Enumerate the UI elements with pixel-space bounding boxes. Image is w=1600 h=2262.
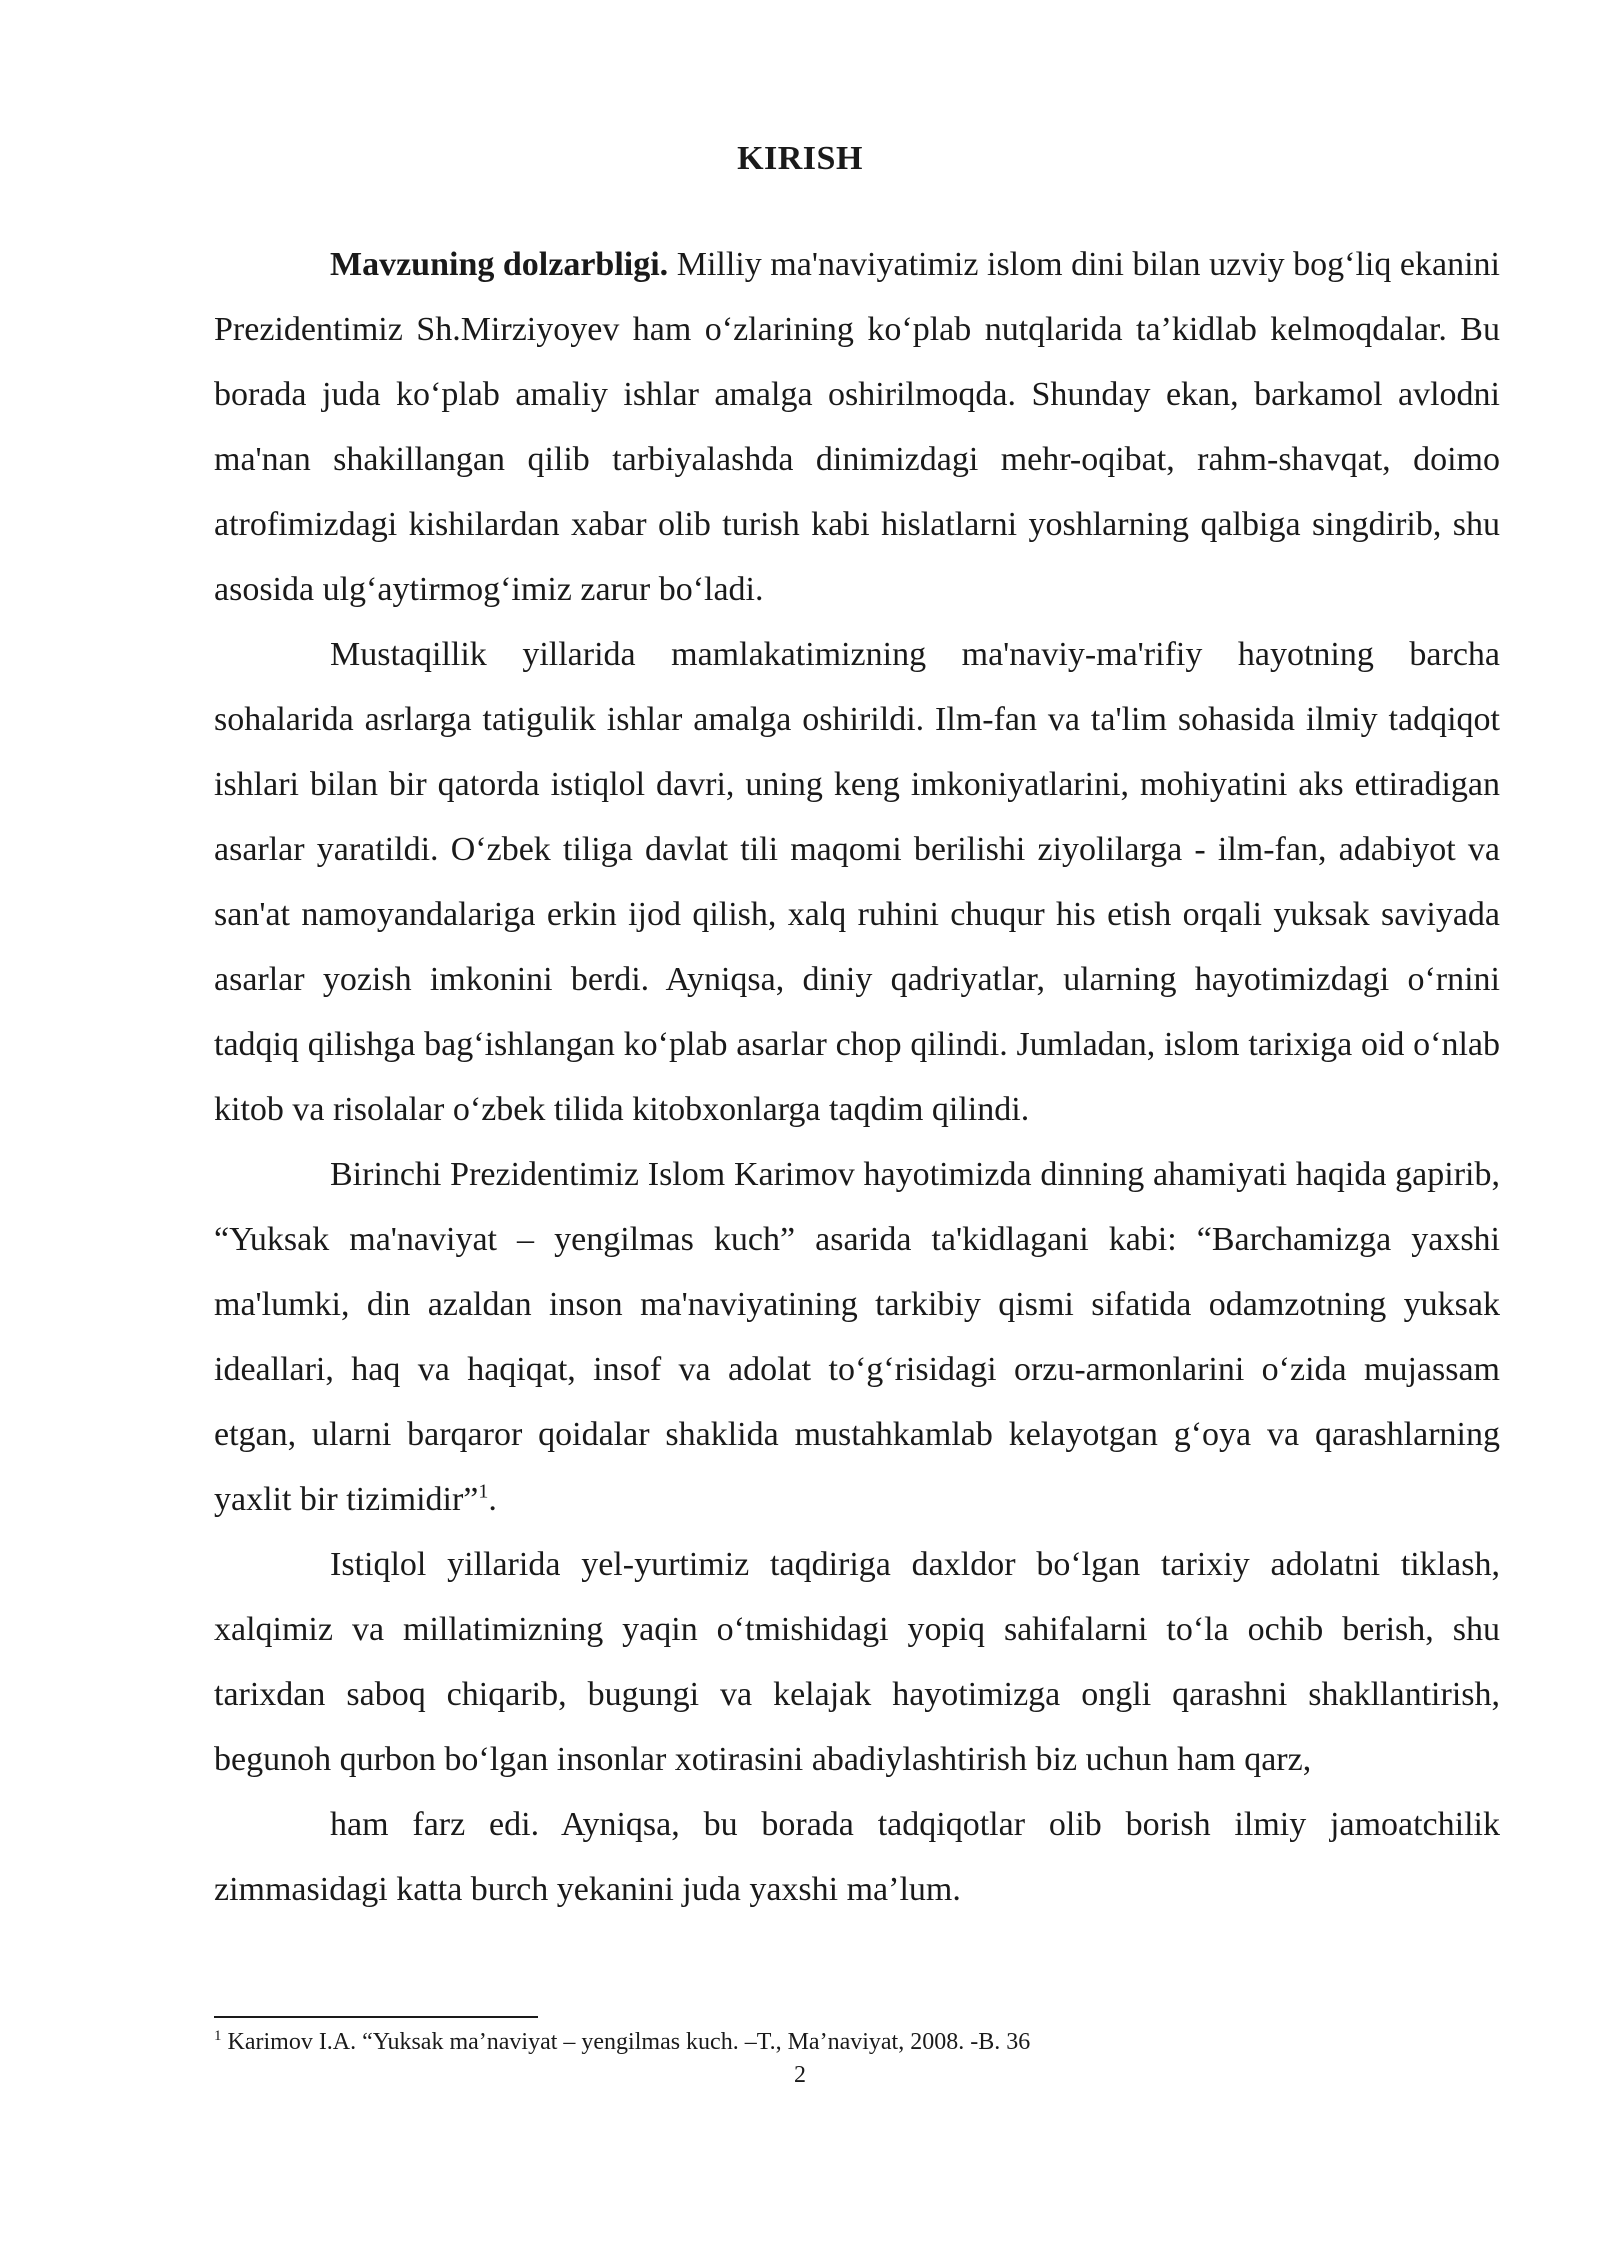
footnote-reference[interactable]: 1	[478, 1480, 489, 1503]
paragraph-quote	[214, 1142, 1500, 1532]
paragraph-relevance	[214, 232, 1500, 622]
paragraph-text: Mustaqillik yillarida mamlakatimizning ma'naviy-ma'rifiy hayotning barcha sohalarida asrlarga tatigulik ishlar amalga oshirildi. Ilm-fan va ta'lim sohasida ilmiy tadqiqot ishlari bilan bir qatorda istiqlol davri, uning keng imkoniyatlarini, mohiyatini aks ettiradigan asarlar yaratildi. O‘zbek tiliga davlat tili maqomi berilishi ziyolilarga - ilm-fan, adabiyot va san'at namoyandalariga erkin ijod qilish, xalq ruhini chuqur his etish orqali yuksak saviyada asarlar yozish imkonini berdi. Ayniqsa, diniy qadriyatlar, ularning hayotimizdagi o‘rnini tadqiq qilishga bag‘ishlangan ko‘plab asarlar chop qilindi. Jumladan, islom tarixiga oid o‘nlab kitob va risolalar o‘zbek tilida kitobxonlarga taqdim qilindi.	[214, 636, 1500, 1128]
paragraph-text: ham farz edi. Ayniqsa, bu borada tadqiqotlar olib borish ilmiy jamoatchilik zimmasidagi katta burch yekanini juda yaxshi ma’lum.	[214, 1806, 1500, 1908]
paragraph-tail: .	[488, 1481, 497, 1518]
paragraph-independence	[214, 622, 1500, 1142]
footnote-text: Karimov I.A. “Yuksak ma’naviyat – yengilmas kuch. –T., Ma’naviyat, 2008. -B. 36	[221, 2029, 1031, 2055]
paragraph-text: Milliy ma'naviyatimiz islom dini bilan uzviy bog‘liq ekanini Prezidentimiz Sh.Mirziyoyev ham o‘zlarining ko‘plab nutqlarida ta’kidlab kelmoqdalar. Bu borada juda ko‘plab amaliy ishlar amalga oshirilmoqda. Shunday ekan, barkamol avlodni ma'nan shakillangan qilib tarbiyalashda dinimizdagi mehr-oqibat, rahm-shavqat, doimo atrofimizdagi kishilardan xabar olib turish kabi hislatlarni yoshlarning qalbiga singdirib, shu asosida ulg‘aytirmog‘imiz zarur bo‘ladi.	[214, 246, 1500, 608]
footnote-number: 1	[214, 2028, 222, 2044]
section-lead: Mavzuning dolzarbligi.	[330, 246, 669, 283]
paragraph-text: Birinchi Prezidentimiz Islom Karimov hayotimizda dinning ahamiyati haqida gapirib, “Yuksak ma'naviyat – yengilmas kuch” asarida ta'kidlagani kabi: “Barchamizga yaxshi ma'lumki, din azaldan inson ma'naviyatining tarkibiy qismi sifatida odamzotning yuksak ideallari, haq va haqiqat, insof va adolat to‘g‘risidagi orzu-armonlarini o‘zida mujassam etgan, ularni barqaror qoidalar shaklida mustahkamlab kelayotgan g‘oya va qarashlarning yaxlit bir tizimidir”	[214, 1156, 1500, 1518]
paragraph-text: Istiqlol yillarida yel-yurtimiz taqdiriga daxldor bo‘lgan tarixiy adolatni tiklash, xalqimiz va millatimizning yaqin o‘tmishidagi yopiq sahifalarni to‘la ochib berish, shu tarixdan saboq chiqarib, bugungi va kelajak hayotimizga ongli qarashni shakllantirish, begunoh qurbon bo‘lgan insonlar xotirasini abadiylashtirish biz uchun ham qarz,	[214, 1546, 1500, 1778]
paragraph-history	[214, 1532, 1500, 1792]
page-number: 2	[794, 2062, 806, 2088]
footnote	[214, 2026, 1500, 2058]
body-text	[214, 232, 1500, 1922]
footnote-divider	[214, 2016, 538, 2018]
paragraph-duty	[214, 1792, 1500, 1922]
page-title: KIRISH	[737, 140, 863, 177]
